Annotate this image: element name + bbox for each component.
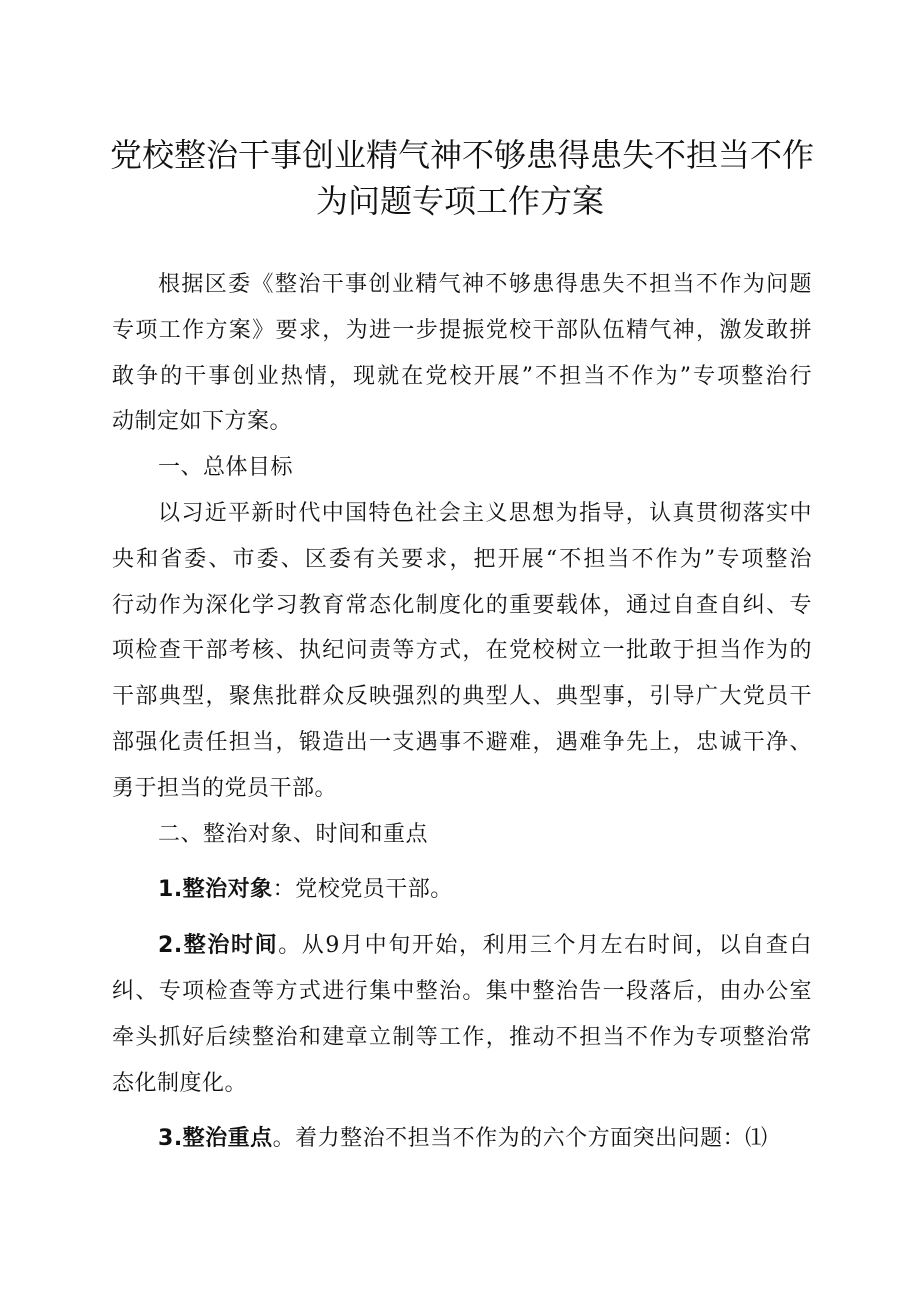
section-1-line: 以习近平新时代中国特色社会主义思想为指导，认真贯彻落实中 bbox=[158, 500, 812, 526]
item-1-text: 党校党员干部。 bbox=[295, 877, 453, 903]
item-2-first-text: 。从9月中旬开始，利用三个月左右时间，以自查白 bbox=[278, 933, 813, 959]
section-1-line: 干部典型，聚焦批群众反映强烈的典型人、典型事，引导广大党员干 bbox=[112, 684, 812, 710]
item-1-colon: ： bbox=[272, 877, 296, 903]
item-1-label: .整治对象 bbox=[173, 877, 273, 903]
item-2-line: 纠、专项检查等方式进行集中整治。集中整治告一段落后，由办公室 bbox=[112, 978, 812, 1004]
section-1-line: 勇于担当的党员干部。 bbox=[112, 775, 338, 801]
document-body bbox=[112, 262, 812, 1162]
item-2 bbox=[112, 923, 812, 1106]
title-line-2: 为问题专项工作方案 bbox=[315, 182, 604, 220]
item-2-line: 态化制度化。 bbox=[112, 1070, 248, 1096]
item-3-number: 3 bbox=[158, 1126, 174, 1152]
section-1-line: 部强化责任担当，锻造出一支遇事不避难，遇难争先上，忠诚干净、 bbox=[112, 729, 812, 755]
intro-line: 根据区委《整治干事创业精气神不够患得患失不担当不作为问题 bbox=[158, 272, 812, 297]
item-2-number: 2 bbox=[158, 933, 174, 959]
title-line-1: 党校整治干事创业精气神不够患得患失不担当不作 bbox=[110, 136, 815, 174]
intro-paragraph bbox=[112, 262, 812, 445]
item-2-line: 牵头抓好后续整治和建章立制等工作，推动不担当不作为专项整治常 bbox=[112, 1024, 812, 1050]
section-2-heading: 二、整治对象、时间和重点 bbox=[158, 821, 429, 847]
document-title bbox=[110, 132, 815, 224]
item-3 bbox=[112, 1116, 812, 1162]
item-1-number: 1 bbox=[158, 877, 174, 903]
spacer bbox=[112, 857, 812, 867]
section-1-line: 央和省委、市委、区委有关要求，把开展“不担当不作为”专项整治 bbox=[112, 546, 812, 572]
item-1 bbox=[112, 867, 812, 913]
item-2-label: .整治时间 bbox=[173, 933, 279, 959]
item-3-text: 。着力整治不担当不作为的六个方面突出问题：⑴ bbox=[272, 1126, 768, 1152]
section-1-heading: 一、总体目标 bbox=[158, 455, 294, 481]
item-2-first-line bbox=[112, 923, 812, 969]
intro-line: 专项工作方案》要求，为进一步提振党校干部队伍精气神，激发敢拼 bbox=[112, 317, 812, 343]
section-1-line: 项检查干部考核、执纪问责等方式，在党校树立一批敢于担当作为的 bbox=[112, 638, 812, 664]
section-1-paragraph bbox=[112, 491, 812, 812]
intro-line: 动制定如下方案。 bbox=[112, 409, 293, 435]
item-3-label: .整治重点 bbox=[173, 1126, 273, 1152]
intro-line: 敢争的干事创业热情，现就在党校开展”不担当不作为”专项整治行 bbox=[112, 363, 812, 389]
spacer bbox=[112, 913, 812, 923]
spacer bbox=[112, 1106, 812, 1116]
section-1-line: 行动作为深化学习教育常态化制度化的重要载体，通过自查自纠、专 bbox=[112, 592, 812, 618]
